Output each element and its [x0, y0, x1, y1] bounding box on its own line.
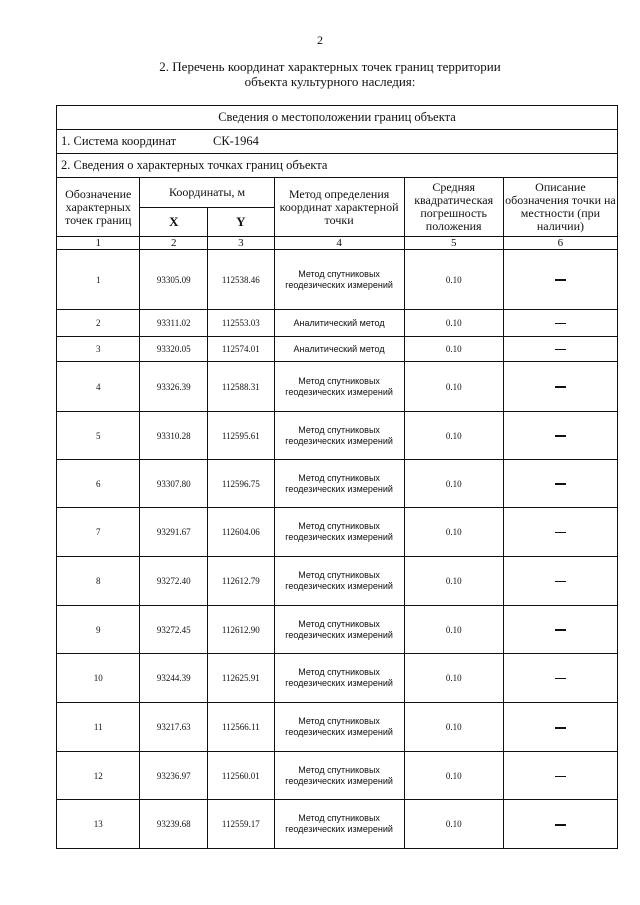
description-cell: [503, 654, 617, 703]
col-description-header: Описание обозначения точки на местности (при наличии): [503, 178, 617, 237]
points-info-label: 2. Сведения о характерных точках границ объекта: [57, 154, 618, 178]
table-row: [57, 362, 618, 412]
method-cell: Метод спутниковых геодезических измерений: [274, 362, 404, 412]
x-coordinate-cell: 93239.68: [140, 800, 208, 849]
table-row: [57, 250, 618, 310]
y-coordinate-cell: 112553.03: [208, 310, 275, 337]
error-cell: 0.10: [404, 752, 503, 800]
description-cell: [503, 508, 617, 557]
method-cell: Метод спутниковых геодезических измерений: [274, 606, 404, 654]
point-number-cell: 1: [57, 250, 140, 310]
description-cell: [503, 703, 617, 752]
point-number-cell: 13: [57, 800, 140, 849]
dash-mark: [555, 386, 566, 388]
description-cell: [503, 310, 617, 337]
error-cell: 0.10: [404, 508, 503, 557]
y-coordinate-cell: 112596.75: [208, 460, 275, 508]
point-number-cell: 9: [57, 606, 140, 654]
error-cell: 0.10: [404, 800, 503, 849]
dash-mark: [555, 824, 566, 826]
error-cell: 0.10: [404, 412, 503, 460]
method-cell: Метод спутниковых геодезических измерений: [274, 703, 404, 752]
dash-mark: [555, 483, 566, 485]
dash-mark: [555, 532, 566, 533]
dash-mark: [555, 435, 566, 437]
dash-mark: [555, 581, 566, 582]
point-number-cell: 11: [57, 703, 140, 752]
x-coordinate-cell: 93272.45: [140, 606, 208, 654]
column-number: 5: [404, 237, 503, 250]
y-coordinate-cell: 112612.79: [208, 557, 275, 606]
page-number: 2: [317, 33, 323, 47]
table-row: [57, 800, 618, 849]
error-cell: 0.10: [404, 250, 503, 310]
description-cell: [503, 800, 617, 849]
method-cell: Аналитический метод: [274, 310, 404, 337]
method-cell: Метод спутниковых геодезических измерений: [274, 654, 404, 703]
description-cell: [503, 250, 617, 310]
coordinates-table: [56, 105, 618, 849]
table-row: [57, 703, 618, 752]
dash-mark: [555, 349, 566, 350]
table-row: [57, 337, 618, 362]
point-number-cell: 12: [57, 752, 140, 800]
title-line-2: объекта культурного наследия:: [244, 74, 416, 89]
x-coordinate-cell: 93326.39: [140, 362, 208, 412]
col-y-header: Y: [208, 208, 275, 237]
table-header: Сведения о местоположении границ объекта: [57, 106, 618, 130]
table-row: [57, 310, 618, 337]
dash-mark: [555, 776, 566, 777]
dash-mark: [555, 629, 566, 631]
table-row: [57, 508, 618, 557]
document-title: [60, 59, 600, 89]
y-coordinate-cell: 112604.06: [208, 508, 275, 557]
point-number-cell: 5: [57, 412, 140, 460]
coordinate-system-row: [57, 130, 618, 154]
x-coordinate-cell: 93320.05: [140, 337, 208, 362]
dash-mark: [555, 678, 566, 679]
dash-mark: [555, 323, 566, 324]
coordinate-system-value: СК-1964: [213, 134, 259, 148]
error-cell: 0.10: [404, 654, 503, 703]
x-coordinate-cell: 93217.63: [140, 703, 208, 752]
table-row: [57, 752, 618, 800]
description-cell: [503, 337, 617, 362]
table-row: [57, 412, 618, 460]
y-coordinate-cell: 112574.01: [208, 337, 275, 362]
title-line-1: 2. Перечень координат характерных точек границ территории: [159, 59, 501, 74]
coordinate-system-label: 1. Система координат: [61, 134, 177, 148]
column-number: 1: [57, 237, 140, 250]
point-number-cell: 4: [57, 362, 140, 412]
method-cell: Метод спутниковых геодезических измерений: [274, 460, 404, 508]
point-number-cell: 8: [57, 557, 140, 606]
x-coordinate-cell: 93236.97: [140, 752, 208, 800]
col-x-header: X: [140, 208, 208, 237]
point-number-cell: 6: [57, 460, 140, 508]
error-cell: 0.10: [404, 460, 503, 508]
column-number: 3: [208, 237, 275, 250]
y-coordinate-cell: 112560.01: [208, 752, 275, 800]
x-coordinate-cell: 93305.09: [140, 250, 208, 310]
table-row: [57, 606, 618, 654]
column-number: 6: [503, 237, 617, 250]
point-number-cell: 3: [57, 337, 140, 362]
method-cell: Метод спутниковых геодезических измерений: [274, 412, 404, 460]
x-coordinate-cell: 93311.02: [140, 310, 208, 337]
point-number-cell: 10: [57, 654, 140, 703]
column-number: 2: [140, 237, 208, 250]
x-coordinate-cell: 93307.80: [140, 460, 208, 508]
y-coordinate-cell: 112612.90: [208, 606, 275, 654]
description-cell: [503, 460, 617, 508]
table-row: [57, 654, 618, 703]
error-cell: 0.10: [404, 337, 503, 362]
method-cell: Метод спутниковых геодезических измерений: [274, 250, 404, 310]
y-coordinate-cell: 112588.31: [208, 362, 275, 412]
table-row: [57, 460, 618, 508]
description-cell: [503, 362, 617, 412]
dash-mark: [555, 727, 566, 729]
y-coordinate-cell: 112595.61: [208, 412, 275, 460]
col-method-header: Метод определения координат характерной точки: [274, 178, 404, 237]
x-coordinate-cell: 93310.28: [140, 412, 208, 460]
method-cell: Метод спутниковых геодезических измерений: [274, 800, 404, 849]
error-cell: 0.10: [404, 310, 503, 337]
error-cell: 0.10: [404, 557, 503, 606]
dash-mark: [555, 279, 566, 281]
col-designation-header: Обозначение характерных точек границ: [57, 178, 140, 237]
point-number-cell: 2: [57, 310, 140, 337]
x-coordinate-cell: 93291.67: [140, 508, 208, 557]
description-cell: [503, 557, 617, 606]
y-coordinate-cell: 112566.11: [208, 703, 275, 752]
error-cell: 0.10: [404, 703, 503, 752]
y-coordinate-cell: 112538.46: [208, 250, 275, 310]
method-cell: Метод спутниковых геодезических измерений: [274, 508, 404, 557]
description-cell: [503, 752, 617, 800]
x-coordinate-cell: 93244.39: [140, 654, 208, 703]
table-row: [57, 557, 618, 606]
error-cell: 0.10: [404, 362, 503, 412]
col-coordinates-header: Координаты, м: [140, 178, 274, 208]
col-error-header: Средняя квадратическая погрешность положения: [404, 178, 503, 237]
method-cell: Метод спутниковых геодезических измерений: [274, 557, 404, 606]
y-coordinate-cell: 112559.17: [208, 800, 275, 849]
error-cell: 0.10: [404, 606, 503, 654]
x-coordinate-cell: 93272.40: [140, 557, 208, 606]
y-coordinate-cell: 112625.91: [208, 654, 275, 703]
description-cell: [503, 412, 617, 460]
method-cell: Метод спутниковых геодезических измерений: [274, 752, 404, 800]
method-cell: Аналитический метод: [274, 337, 404, 362]
column-number: 4: [274, 237, 404, 250]
point-number-cell: 7: [57, 508, 140, 557]
description-cell: [503, 606, 617, 654]
